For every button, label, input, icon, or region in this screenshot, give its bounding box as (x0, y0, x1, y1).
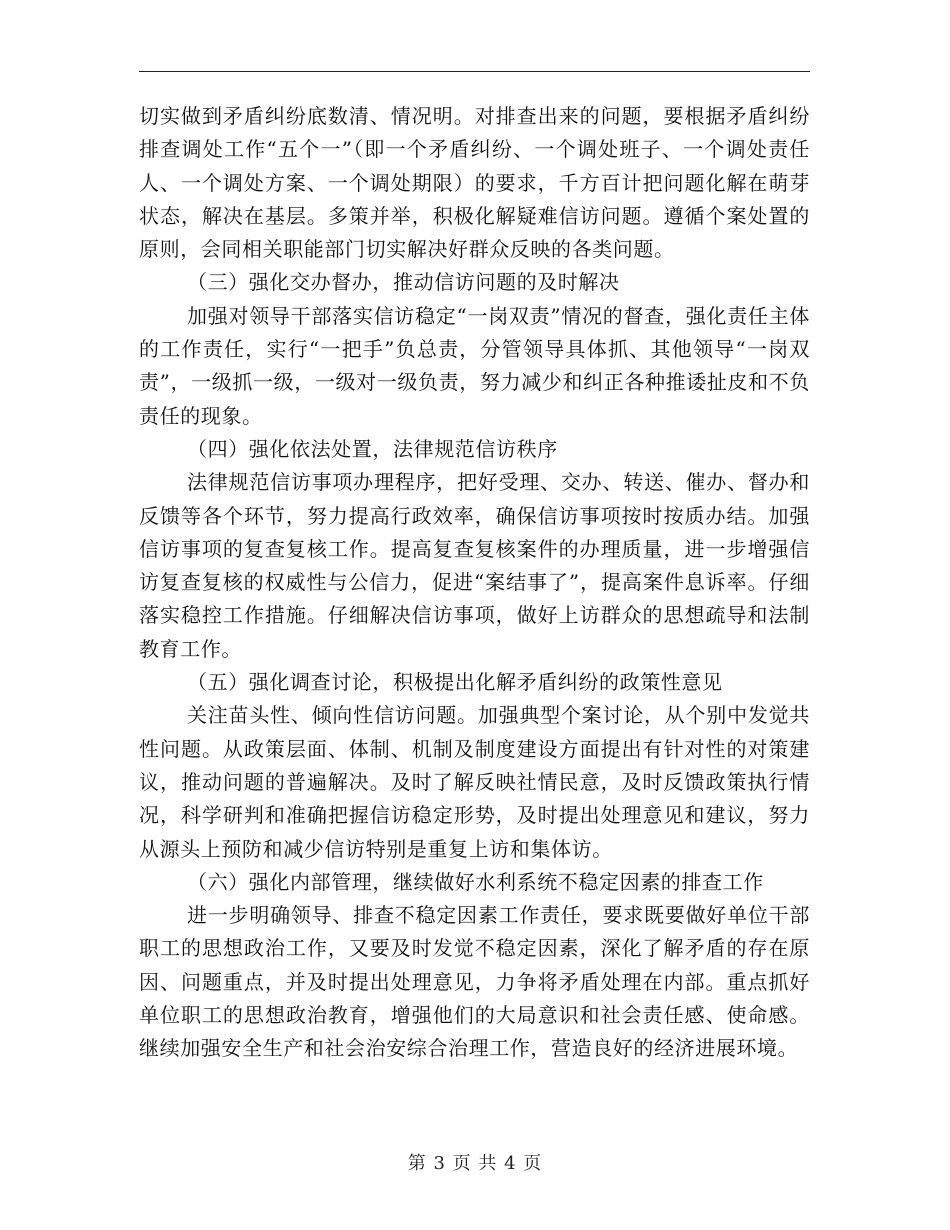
section-heading-3: （三）强化交办督办，推动信访问题的及时解决 (187, 270, 620, 295)
section-heading-6: （六）强化内部管理，继续做好水利系统不稳定因素的排查工作 (187, 869, 764, 894)
paragraph-body: 进一步明确领导、排查不稳定因素工作责任，要求既要做好单位干部职工的思想政治工作，又要及时发觉不稳定因素，深化了解矛盾的存在原因、问题重点，并及时提出处理意见，力争将矛盾处理在内部。重点抓好单位职工的思想政治教育，增强他们的大局意识和社会责任感、使命感。继续加强安全生产和社会治安综合治理工作，营造良好的经济进展环境。 (139, 903, 810, 1061)
paragraph-body: 关注苗头性、倾向性信访问题。加强典型个案讨论，从个别中发觉共性问题。从政策层面、体制、机制及制度建设方面提出有针对性的对策建议，推动问题的普遍解决。及时了解反映社情民意，及时反馈政策执行情况，科学研判和准确把握信访稳定形势，及时提出处理意见和建议，努力从源头上预防和减少信访特别是重复上访和集体访。 (139, 703, 810, 861)
paragraph-body: 法律规范信访事项办理程序，把好受理、交办、转送、催办、督办和反馈等各个环节，努力提高行政效率，确保信访事项按时按质办结。加强信访事项的复查复核工作。提高复查复核案件的办理质量，进一步增强信访复查复核的权威性与公信力，促进“案结事了”，提高案件息诉率。仔细落实稳控工作措施。仔细解决信访事项，做好上访群众的思想疏导和法制教育工作。 (139, 470, 810, 661)
header-rule (139, 71, 810, 72)
paragraph-body-continued: 切实做到矛盾纠纷底数清、情况明。对排查出来的问题，要根据矛盾纠纷排查调处工作“五个一”（即一个矛盾纠纷、一个调处班子、一个调处责任人、一个调处方案、一个调处期限）的要求，千方百计把问题化解在萌芽状态，解决在基层。多策并举，积极化解疑难信访问题。遵循个案处置的原则，会同相关职能部门切实解决好群众反映的各类问题。 (139, 104, 810, 262)
document-body (139, 100, 810, 1066)
paragraph-body: 加强对领导干部落实信访稳定“一岗双责”情况的督查，强化责任主体的工作责任，实行“一把手”负总责，分管领导具体抓、其他领导“一岗双责”，一级抓一级，一级对一级负责，努力减少和纠正各种推诿扯皮和不负责任的现象。 (139, 303, 810, 428)
section-heading-5: （五）强化调查讨论，积极提出化解矛盾纠纷的政策性意见 (187, 670, 723, 695)
page-number-footer: 第 3 页 共 4 页 (407, 1153, 543, 1174)
section-heading-4: （四）强化依法处置，法律规范信访秩序 (187, 436, 558, 461)
